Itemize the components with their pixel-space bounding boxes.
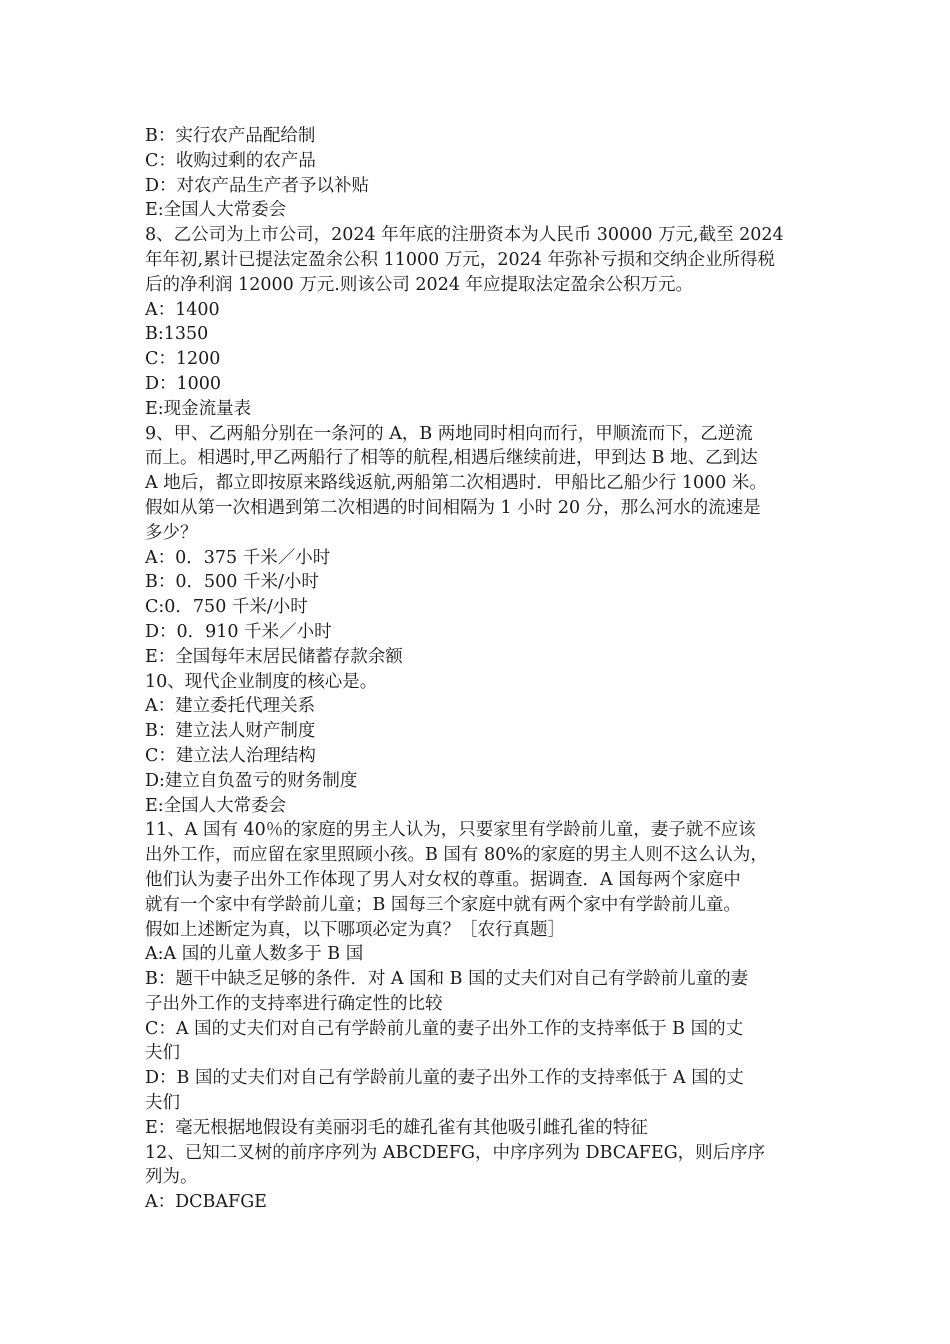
option-a-q10: A：建立委托代理关系 — [145, 696, 316, 717]
option-e-q10: E:全国人大常委会 — [145, 795, 287, 816]
question-9: 9、甲、乙两船分别在一条河的 A，B 两地同时相向而行，甲顺流而下，乙逆流 而上。相遇时,甲乙两船行了相等的航程,相遇后继续前进，甲到达 B 地、乙到达 A 地后，都立即按原来路线返航,两船第二次相遇时．甲船比乙船少行 1000 米。 假如从第一次相遇到第二次相遇的时间相隔为 1 小时 20 分，那么河水的流速是 多少？ — [145, 423, 767, 543]
question-12: 12、已知二叉树的前序序列为 ABCDEFG，中序序列为 DBCAFEG，则后序序 列为。 — [145, 1142, 766, 1188]
option-b-q8: B:1350 — [145, 324, 209, 345]
option-d-q8: D：1000 — [145, 373, 222, 394]
option-e-q9: E：全国每年末居民储蓄存款余额 — [145, 646, 403, 667]
option-d-q9: D：0．910 千米／小时 — [145, 621, 332, 642]
question-8: 8、乙公司为上市公司，2024 年年底的注册资本为人民币 30000 万元,截至 2024 年年初,累计已提法定盈余公积 11000 万元，2024 年弥补亏损和交纳企业所得税 后的净利润 12000 万元.则该公司 2024 年应提取法定盈余公积万元。 — [145, 225, 784, 295]
option-d-q7: D：对农产品生产者予以补贴 — [145, 175, 370, 196]
option-a-q11: A:A 国的儿童人数多于 B 国 — [145, 944, 364, 965]
option-b-q7: B：实行农产品配给制 — [145, 126, 316, 146]
option-a-q9: A：0．375 千米／小时 — [145, 547, 331, 568]
option-d-q11: D：B 国的丈夫们对自己有学龄前儿童的妻子出外工作的支持率低于 A 国的丈 夫们 — [145, 1068, 744, 1114]
option-a-q12: A：DCBAFGE — [145, 1192, 267, 1213]
option-b-q10: B：建立法人财产制度 — [145, 721, 316, 742]
option-c-q7: C：收购过剩的农产品 — [145, 150, 316, 171]
option-c-q9: C:0．750 千米/小时 — [145, 597, 308, 618]
option-c-q11: C：A 国的丈夫们对自己有学龄前儿童的妻子出外工作的支持率低于 B 国的丈 夫们 — [145, 1018, 744, 1064]
option-d-q10: D:建立自负盈亏的财务制度 — [145, 770, 358, 791]
option-c-q8: C：1200 — [145, 349, 221, 370]
option-e-q7: E:全国人大常委会 — [145, 200, 287, 221]
option-a-q8: A：1400 — [145, 299, 220, 320]
option-e-q8: E:现金流量表 — [145, 398, 252, 419]
option-b-q11: B：题干中缺乏足够的条件．对 A 国和 B 国的丈夫们对自己有学龄前儿童的妻 子出外工作的支持率进行确定性的比较 — [145, 969, 749, 1014]
option-c-q10: C：建立法人治理结构 — [145, 745, 316, 766]
question-10: 10、现代企业制度的核心是。 — [145, 671, 378, 692]
option-e-q11: E：毫无根据地假设有美丽羽毛的雄孔雀有其他吸引雌孔雀的特征 — [145, 1117, 648, 1138]
document-page — [145, 124, 813, 1215]
question-11: 11、A 国有 40％的家庭的男主人认为，只要家里有学龄前儿童，妻子就不应该 出外工作，而应留在家里照顾小孩。B 国有 80%的家庭的男主人则不这么认为， 他们认为妻子出外工作体现了男人对女权的尊重。据调查．A 国每两个家庭中 就有一个家中有学龄前儿童；B 国每三个家庭中就有两个家中有学龄前儿童。 假如上述断定为真，以下哪项必定为真？［农行真题］ — [145, 820, 768, 940]
option-b-q9: B：0．500 千米/小时 — [145, 572, 319, 593]
